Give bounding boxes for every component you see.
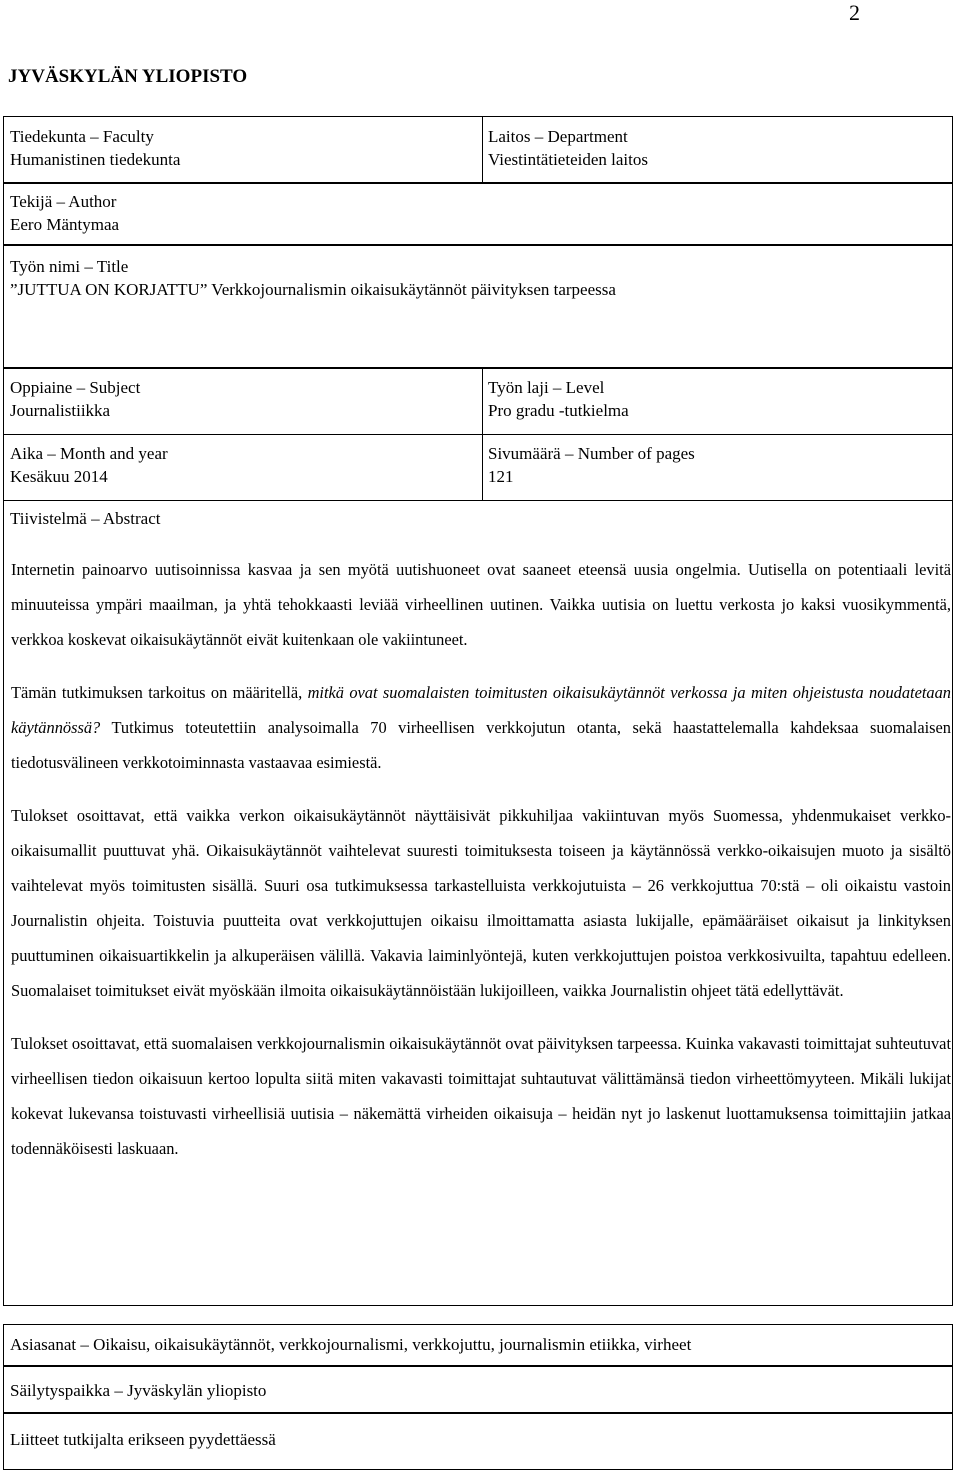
title-field [10, 255, 616, 301]
abstract-paragraph-3: Tulokset osoittavat, että vaikka verkon oikaisukäytännöt näyttäisivät pikkuhiljaa vakiintuvan myös Suomessa, yhdenmukaiset verkko-oikaisumallit puuttuvat yhä. Oikaisukäytännöt vaihtelevat suuresti toimituksesta toiseen ja käytännössä verkko-oikaisujen muoto ja sisältö vaihtelevat myös toimitusten sisällä. Suuri osa tutkimuksessa tarkastelluista verkkojutuista – 26 verkkojuttua 70:stä – oli oikaistu vastoin Journalistin ohjeita. Toistuvia puutteita ovat verkkojuttujen oikaisu ilmoittamatta asiasta lukijalle, epämääräiset oikaisut ja linkityksen puuttuminen oikaisuartikkelin ja alkuperäisen välillä. Vakavia laiminlyöntejä, kuten verkkojuttujen poistoa verkkosivuilta, tapahtuu edelleen. Suomalaiset toimitukset eivät myöskään ilmoita oikaisukäytännöistään lukijoilleen, vaikka Journalistin ohjeet tätä edellyttävät. [11, 806, 951, 1000]
department-label: Laitos – Department [488, 127, 628, 146]
keywords: Asiasanat – Oikaisu, oikaisukäytännöt, verkkojournalismi, verkkojuttu, journalismin etiikka, virheet [10, 1335, 692, 1354]
additional-info-box [3, 1413, 953, 1470]
author-label: Tekijä – Author [10, 192, 117, 211]
abstract-label: Tiivistelmä – Abstract [10, 509, 161, 528]
details-abstract-box [3, 368, 953, 1306]
details-row-separator-right [482, 434, 952, 435]
faculty-field [10, 125, 180, 171]
depository-box [3, 1366, 953, 1413]
date-value: Kesäkuu 2014 [10, 467, 108, 486]
title-box [3, 245, 953, 368]
level-value: Pro gradu -tutkielma [488, 401, 629, 420]
subject-field [10, 376, 140, 422]
author-field [10, 190, 119, 236]
keywords-box [3, 1324, 953, 1366]
author-box [3, 183, 953, 245]
pages-value: 121 [488, 467, 514, 486]
date-field [10, 442, 168, 488]
title-value: ”JUTTUA ON KORJATTU” Verkkojournalismin oikaisukäytännöt päivityksen tarpeessa [10, 280, 616, 299]
faculty-label: Tiedekunta – Faculty [10, 127, 154, 146]
subject-label: Oppiaine – Subject [10, 378, 141, 397]
author-value: Eero Mäntymaa [10, 215, 120, 234]
column-divider [482, 117, 483, 182]
abstract-paragraph-2 [11, 675, 951, 780]
department-field [488, 125, 648, 171]
pages-field [488, 442, 695, 488]
subject-value: Journalistiikka [10, 401, 111, 420]
faculty-value: Humanistinen tiedekunta [10, 150, 181, 169]
faculty-department-box [3, 116, 953, 183]
date-label: Aika – Month and year [10, 444, 168, 463]
department-value: Viestintätieteiden laitos [488, 150, 648, 169]
additional-info: Liitteet tutkijalta erikseen pyydettäessä [10, 1430, 276, 1449]
research-aim-intro: Tämän tutkimuksen tarkoitus on määritellä, [11, 683, 308, 702]
level-field [488, 376, 629, 422]
abstract-paragraph-4: Tulokset osoittavat, että suomalaisen verkkojournalismin oikaisukäytännöt ovat päivityksen tarpeessa. Kuinka vakavasti toimittajat suhteutuvat virheellisen tiedon oikaisuun kertoo lopulta siitä miten vakavasti toimittajat suhtautuvat välittämänsä tiedon virheettömyyteen. Mikäli lukijat kokevat lukevansa toistuvasti virheellisiä uutisia – näkemättä virheiden oikaisuja – heidän nyt jo laskenut luottamuksensa toimittajiin jatkaa todennäköisesti laskuaan. [11, 1034, 951, 1158]
depository: Säilytyspaikka – Jyväskylän yliopisto [10, 1381, 267, 1400]
details-bottom-border [4, 500, 952, 501]
details-row-separator-left [4, 434, 482, 435]
pages-label: Sivumäärä – Number of pages [488, 444, 695, 463]
title-label: Työn nimi – Title [10, 257, 129, 276]
research-question: mitkä ovat suomalaisten toimitusten oikaisukäytännöt verkossa ja miten ohjeistusta noudatetaan käytännössä? [11, 683, 952, 737]
abstract-paragraph-1: Internetin painoarvo uutisoinnissa kasvaa ja sen myötä uutishuoneet ovat saaneet eteensä uusia ongelmia. Uutisella on potentiaali levitä minuuteissa ympäri maailman, ja yhtä tehokkaasti leviää virheellinen uutinen. Vaikka uutisia on luettu verkosta jo kaksi vuosikymmentä, verkkoa koskevat oikaisukäytännöt eivät kuitenkaan ole vakiintuneet. [11, 560, 951, 649]
page-number: 2 [849, 0, 860, 25]
level-label: Työn laji – Level [488, 378, 605, 397]
abstract-text [11, 552, 951, 1166]
research-method: Tutkimus toteutettiin analysoimalla 70 virheellisen verkkojutun otanta, sekä haastattelemalla kahdeksaa suomalaisen tiedotusvälineen verkkotoiminnasta vastaavaa esimiestä. [11, 718, 951, 772]
university-name: JYVÄSKYLÄN YLIOPISTO [8, 66, 248, 87]
